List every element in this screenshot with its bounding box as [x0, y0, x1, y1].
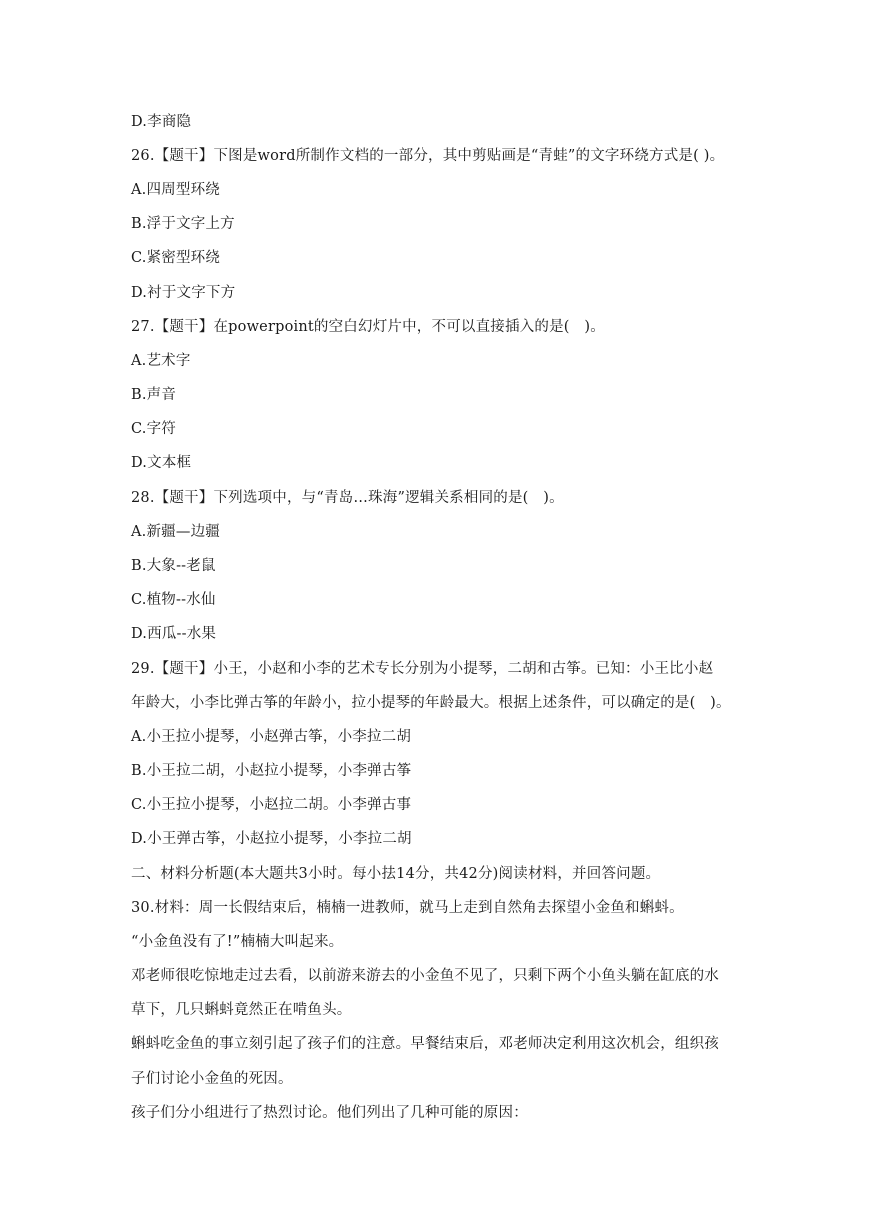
section-2-heading: 二、材料分析题(本大题共3小时。每小抾14分，共42分)阅读材料，并回答问题。	[131, 866, 661, 882]
question-27-stem: 27.【题干】在powerpoint的空白幻灯片中，不可以直接插入的是( )。	[131, 319, 605, 335]
option-a-q26: A.四周型环绕	[131, 182, 220, 198]
option-d-q26: D.衬于文字下方	[131, 285, 236, 301]
option-d-q27: D.文本框	[131, 455, 192, 471]
question-29-stem-line-2: 年龄大，小李比弹古筝的年龄小，拉小提琴的年龄最大。根据上述条件，可以确定的是( )。	[131, 695, 731, 711]
question-26-stem: 26.【题干】下图是word所制作文档的一部分，其中剪贴画是“青蛙”的文字环绕方式是( )。	[131, 148, 725, 164]
question-28-stem: 28.【题干】下列选项中，与“青岛…珠海”逻辑关系相同的是( )。	[131, 490, 564, 506]
option-b-q27: B.声音	[131, 387, 177, 403]
question-30-material-line-5: 蝌蚪吃金鱼的事立刻引起了孩子们的注意。早餐结束后，邓老师决定利用这次机会，组织孩	[131, 1036, 719, 1052]
option-c-q29: C.小王拉小提琴，小赵拉二胡。小李弹古事	[131, 797, 412, 813]
question-29-stem-line-1: 29.【题干】小王，小赵和小李的艺术专长分别为小提琴，二胡和古筝。已知：小王比小赵	[131, 661, 714, 677]
question-30-material-line-2: “小金鱼没有了!”楠楠大叫起来。	[131, 934, 344, 950]
question-30-material-line-3: 邓老师很吃惊地走过去看，以前游来游去的小金鱼不见了，只剩下两个小鱼头躺在缸底的水	[131, 968, 719, 984]
question-30-material-line-6: 子们讨论小金鱼的死因。	[131, 1071, 293, 1087]
option-d-q25: D.李商隐	[131, 114, 192, 130]
option-a-q29: A.小王拉小提琴，小赵弹古筝，小李拉二胡	[131, 729, 412, 745]
question-30-material-line-7: 孩子们分小组进行了热烈讨论。他们列出了几种可能的原因：	[131, 1105, 528, 1121]
option-b-q26: B.浮于文字上方	[131, 216, 235, 232]
option-d-q28: D.西瓜--水果	[131, 626, 217, 642]
question-30-material-line-1: 30.材料：周一长假结束后，楠楠一进教师，就马上走到自然角去探望小金鱼和蝌蚪。	[131, 900, 684, 916]
option-a-q27: A.艺术字	[131, 353, 191, 369]
option-d-q29: D.小王弹古筝，小赵拉小提琴，小李拉二胡	[131, 831, 412, 847]
option-b-q28: B.大象--老鼠	[131, 558, 216, 574]
option-b-q29: B.小王拉二胡，小赵拉小提琴，小李弹古筝	[131, 763, 412, 779]
option-c-q27: C.字符	[131, 421, 176, 437]
option-c-q28: C.植物--水仙	[131, 592, 216, 608]
question-30-material-line-4: 草下，几只蝌蚪竟然正在啃鱼头。	[131, 1002, 352, 1018]
option-c-q26: C.紧密型环绕	[131, 250, 221, 266]
option-a-q28: A.新疆—边疆	[131, 524, 220, 540]
